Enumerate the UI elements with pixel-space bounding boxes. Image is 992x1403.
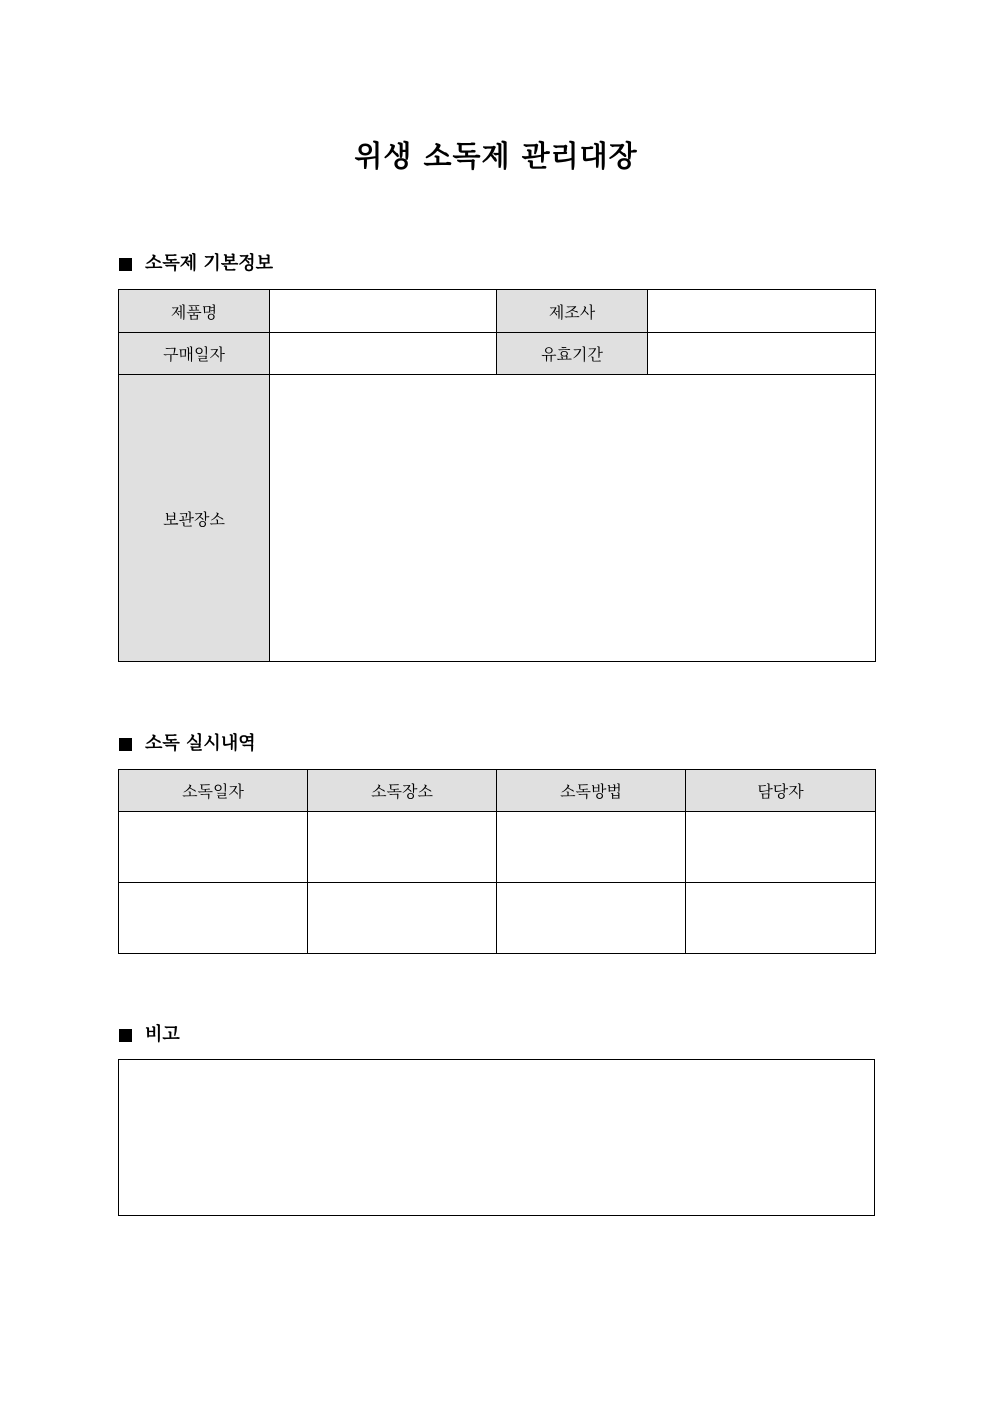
disinfection-method-cell[interactable]	[497, 812, 686, 883]
storage-location-field[interactable]	[270, 375, 876, 662]
person-in-charge-cell[interactable]	[686, 812, 876, 883]
disinfection-log-heading-text: 소독 실시내역	[145, 733, 256, 754]
remarks-heading	[119, 1022, 180, 1048]
disinfection-location-cell[interactable]	[308, 883, 497, 954]
square-bullet-icon	[119, 1029, 132, 1042]
disinfection-location-cell[interactable]	[308, 812, 497, 883]
product-name-label: 제품명	[119, 290, 270, 333]
disinfection-method-cell[interactable]	[497, 883, 686, 954]
column-header-disinfection-date: 소독일자	[119, 770, 308, 812]
manufacturer-field[interactable]	[648, 290, 876, 333]
square-bullet-icon	[119, 738, 132, 751]
basic-info-heading	[119, 251, 273, 277]
product-name-field[interactable]	[270, 290, 497, 333]
purchase-date-label: 구매일자	[119, 333, 270, 375]
disinfection-log-heading	[119, 731, 256, 757]
square-bullet-icon	[119, 258, 132, 271]
disinfection-log-table	[118, 769, 876, 954]
basic-info-table	[118, 289, 876, 662]
disinfection-date-cell[interactable]	[119, 883, 308, 954]
expiry-period-field[interactable]	[648, 333, 876, 375]
column-header-disinfection-method: 소독방법	[497, 770, 686, 812]
basic-info-heading-text: 소독제 기본정보	[145, 253, 273, 274]
page-title: 위생 소독제 관리대장	[354, 139, 638, 173]
table-row	[119, 812, 876, 883]
expiry-period-label: 유효기간	[497, 333, 648, 375]
column-header-disinfection-location: 소독장소	[308, 770, 497, 812]
remarks-heading-text: 비고	[145, 1024, 180, 1045]
manufacturer-label: 제조사	[497, 290, 648, 333]
person-in-charge-cell[interactable]	[686, 883, 876, 954]
disinfection-date-cell[interactable]	[119, 812, 308, 883]
table-row	[119, 883, 876, 954]
purchase-date-field[interactable]	[270, 333, 497, 375]
column-header-person-in-charge: 담당자	[686, 770, 876, 812]
storage-location-label: 보관장소	[119, 375, 270, 662]
remarks-field[interactable]	[118, 1059, 875, 1216]
